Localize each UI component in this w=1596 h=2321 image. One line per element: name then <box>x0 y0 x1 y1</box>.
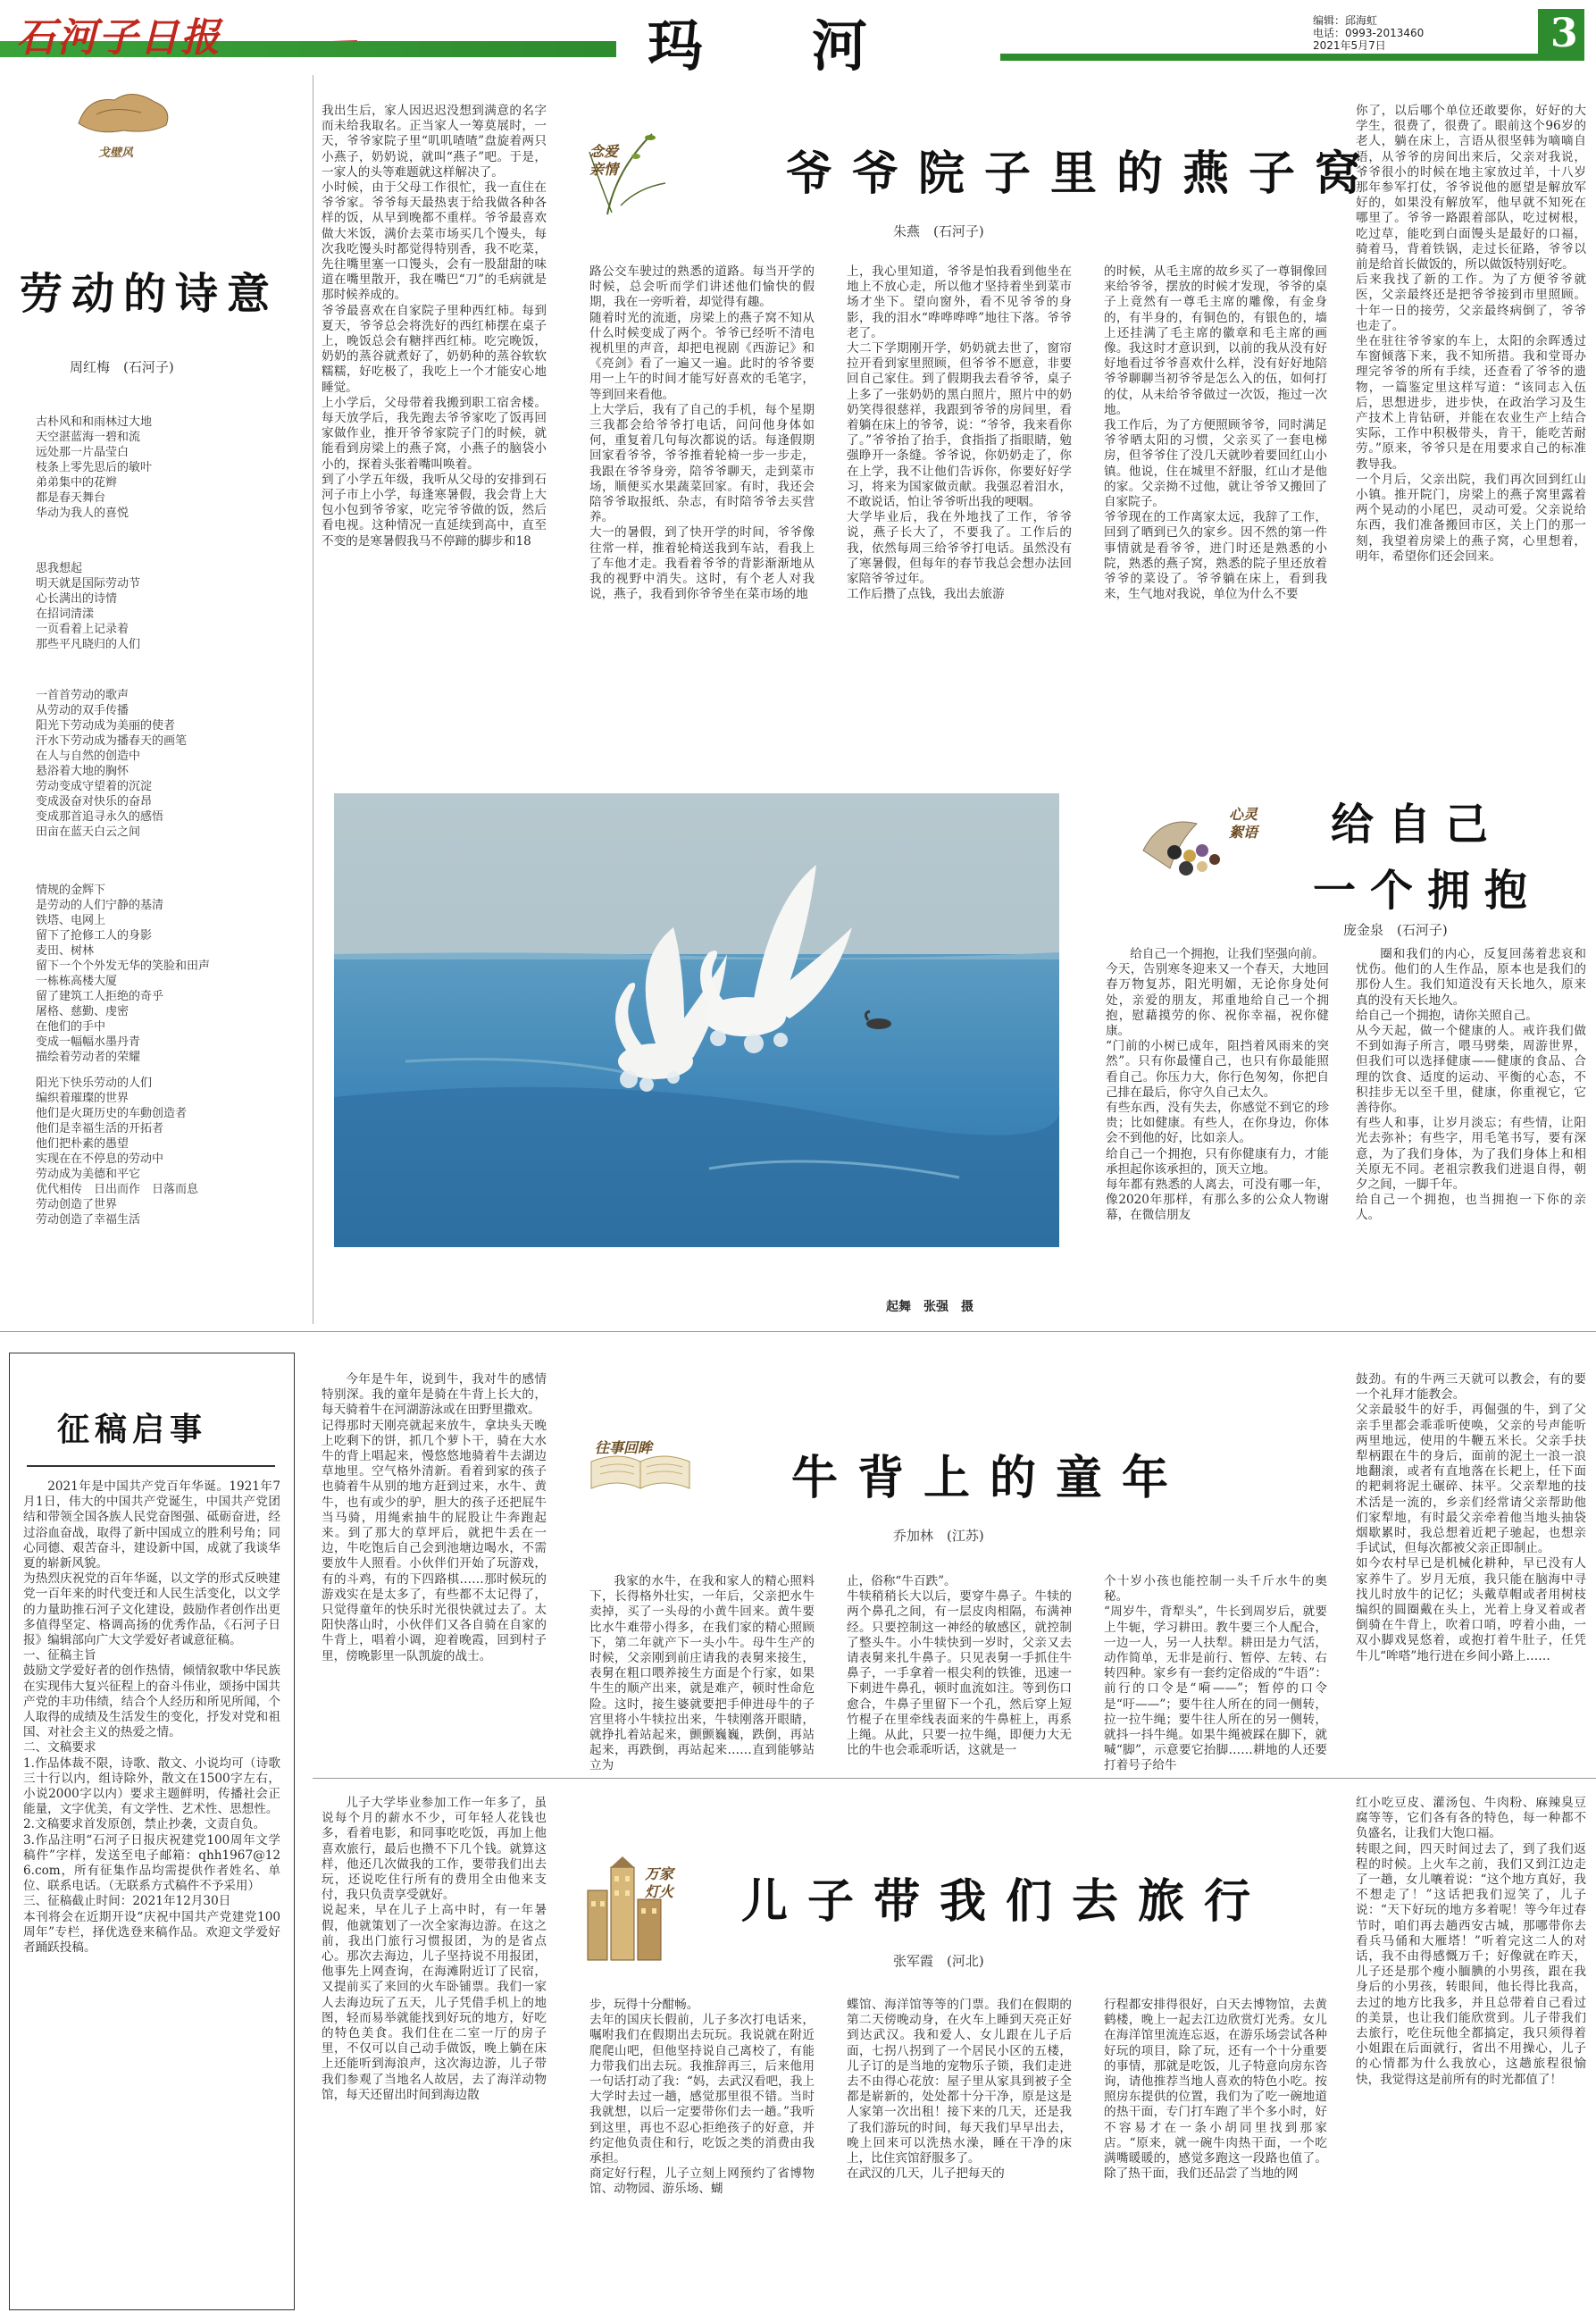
swan-photo <box>334 793 1059 1247</box>
photo-caption: 起舞 张强 摄 <box>886 1300 973 1314</box>
article3-col5: 鼓劲。有的牛两三天就可以教会，有的要一个礼拜才能教会。 父亲最驳牛的好手，再倔强的牛，到了父亲手里都会乖乖听使唤，父亲的号声能听两里地远，使用的牛鞭五米长。父亲手扶犁柄跟在牛的身后，面前的泥土一浪一浪地翻滚，或者有直地落在长耙上，任下面的耙刺将泥土碾碎、抹平。父亲犁地的技术活是一流的，乡亲们经常请父亲帮助他们家犁地，有时最父亲牵着他当地头抽袋烟歇累时，我总想着近耙子驰起，也想亲手试试，但每次都被父亲正即制止。 如今农村早已是机械化耕种，早已没有人家养牛了。岁月无痕，我只能在脑海中寻找儿时放牛的记忆；头戴草帽或者用树枝编织的圆圈戴在头上，光着上身叉着或者倒骑在牛背上，吹着口哨，哼着小曲，一双小脚戏晃悠着，或抱打着牛肚子，任凭牛儿“哞嗒”地行进在乡间小路上…… <box>1356 1372 1586 1663</box>
poem-stanza-4: 情规的金辉下 是劳动的人们宁静的基清 铁塔、电网上 留下了抢修工人的身影 麦田、树林 留下一个个外发无华的笑脸和田声 一栋栋高楼大厦 留了建筑工人拒绝的奇乎 屠格、慈勤、虔密 在他们的手中 变成一幅幅水墨丹青 描绘着劳动者的荣耀 <box>36 884 211 1064</box>
article3-article4-divider <box>313 1778 1596 1779</box>
masthead <box>0 0 1596 79</box>
article4-col1: 儿子大学毕业参加工作一年多了，虽说每个月的薪水不少，可年轻人花钱也多，看着电影，和同事吃吃饭，再加上他喜欢旅行，最后也攒不下几个钱。就算这样，他还几次做我的工作，要带我们出去玩，还说吃住行所有的费用全由他来支付，我只负责享受就好。 说起来，早在儿子上高中时，有一年暑假，他就策划了一次全家海边游。在这之前，我出门旅行习惯报团，为的是省点心。那次去海边，儿子坚持说不用报团，他事先上网查询，在海滩附近订了民宿，又提前买了来回的火车卧铺票。我们一家人去海边玩了五天，儿子凭借手机上的地图，轻而易举就能找到好玩的地方，好吃的特色美食。我们住在二室一厅的房子里，不仅可以自己动手做饭，晚上躺在床上还能听到海浪声，这次海边游，儿子带我们参观了当地名人故居，去了海洋动物馆，每天还留出时间到海边散 <box>322 1796 547 2102</box>
article3-col3: 止，俗称“牛百跌”。 牛犊稍稍长大以后，要穿牛鼻子。牛犊的两个鼻孔之间，有一层皮肉相隔，布满神经。只要控制这一神经的敏感区，就控制了整头牛。小牛犊快到一岁时，父亲又去请表舅来扎牛鼻子。只见表舅一手抓住牛鼻子，一手拿着一根尖利的铁锥，迅速一下刺进牛鼻孔，顿时血流如注。等到伤口愈合，牛鼻子里留下一个孔，然后穿上短竹棍子在里牵线表面来的牛鼻桩上，再系上绳。从此，只要一拉牛绳，即便力大无比的牛也会乖乖听话，这就是一 <box>847 1574 1072 1758</box>
article1-col1: 我出生后，家人因迟迟没想到满意的名字而未给我取名。正当家人一筹莫展时，一天，爷爷家院子里“叽叽喳喳”盘旋着两只小燕子，奶奶说，就叫“燕子”吧。于是，一家人的头等难题就这样解决了。 小时候，由于父母工作很忙，我一直住在爷爷家。爷爷每天最热衷于给我做各种各样的饭，从早到晚都不重样。爷爷最喜欢做大米饭，满价去菜市场买几个馒头，每次我吃馒头时都觉得特别香，我不吃菜，先往嘴里塞一口馒头，会有一股甜甜的味道在嘴里散开，我在嘴巴“刀”的毛病就是那时候养成的。 爷爷最喜欢在自家院子里种西红柿。每到夏天，爷爷总会将洗好的西红柿摆在桌子上，晚饭总会有糖拌西红柿。吃完晚饭，奶奶的蒸谷就煮好了，奶奶种的蒸谷软软糯糯，好吃极了，我吃上一个才能安心地睡觉。 上小学后，父母带着我搬到职工宿舍楼。每天放学后，我先跑去爷爷家吃了饭再回家做作业，推开爷爷家院子门的时候，就能看到房梁上的燕子窝，小燕子的脑袋小小的，探着头张着嘴叫唤着。 到了小学五年级，我听从父母的安排到石河子市上小学，每逢寒暑假，我会背上大包小包到爷爷家，吃完爷爷做的饭，然后看电视。这种情况一直延续到高中，直至不变的是寒暑假我马不停蹄的脚步和18 <box>322 104 547 549</box>
article3-col2: 我家的水牛，在我和家人的精心照料下，长得格外壮实，一年后，父亲把水牛卖掉，买了一头母的小黄牛回来。黄牛要比水牛难带小得多，在我们家的精心照顾下，第二年就产下一头小牛。母牛生产的时候，父亲刚到前庄请我的表舅来接生，表舅在粗口喂养接生方面是个行家，如果牛生的顺产出来，就是难产，顿时性命危险。这时，接生婆就要把手伸进母牛的子宫里将小牛犊拉出来，牛犊刚落开眼睛，就挣扎着站起来，颤颤巍巍，跌倒，再站起来，再跌倒，再站起来……直到能够站立为 <box>589 1574 815 1773</box>
gobi-wind-logo <box>70 79 177 141</box>
upper-lower-divider <box>0 1331 1596 1332</box>
editor-info <box>1313 14 1424 52</box>
article1-col3: 上，我心里知道，爷爷是怕我看到他坐在地上不放心走，所以他才坚持着坐到菜市场才坐下。望向窗外，看不见爷爷的身影，我的泪水“哗哗哗哗”地往下落。爷爷老了。 大二下学期刚开学，奶奶就去世了，窗帘拉开看到家里照顾，但爷爷不愿意，非要回自己家住。到了假期我去看爷爷，桌子上多了一张奶奶的黑白照片，照片中的奶奶笑得很慈祥，我跟到爷爷的房间里，看着躺在床上的爷爷，说：“爷爷，我来看你了。”爷爷抬了抬手，食指指了指眼睛，勉强睁开一条缝。爷爷说，你奶奶走了，你在上学，我不让他们告诉你，你要好好学习，将来为国家做贡献。我强忍着泪水，不敢说话，怕让爷爷听出我的哽咽。 大学毕业后，我在外地找了工作，爷爷说，燕子长大了，不要我了。工作后的我，依然每周三给爷爷打电话。虽然没有了寒暑假，但每年的春节我总会想办法回家陪爷爷过年。 工作后攒了点钱，我出去旅游 <box>847 264 1072 602</box>
article3-author: 乔加林 (江苏) <box>893 1528 984 1544</box>
paper-name: 石河子日报 <box>16 15 221 61</box>
poem-stanza-5: 阳光下快乐劳动的人们 编织着璀璨的世界 他们是火斑历史的车動创造者 他们是幸福生活的开拓者 他们把朴素的愚望 实现在在不停息的劳动中 劳动成为美德和平它 优代相传 日出而作 日落而息 劳动创造了世界 劳动创造了幸福生活 <box>36 1077 199 1227</box>
notice-title-rule <box>27 1465 275 1467</box>
article3-title: 牛背上的童年 <box>791 1451 1189 1505</box>
article1-title: 爷爷院子里的燕子窝 <box>786 147 1382 201</box>
editor-name: 编辑：邱海虹 <box>1313 14 1378 27</box>
article1-col5: 你了，以后哪个单位还敢要你，好好的大学生，很费了，很费了。眼前这个96岁的老人，躺在床上，言语从很坚韩为嘀嘀自语，从爷爷的房间出来后，父亲对我说，爷爷很小的时候在地主家放过羊，十八岁那年参军打仗，爷爷说他的愿望是解放军好的，如果没有解放军，他早就不知死在哪里了。爷爷一路跟着部队，吃过树根，吃过草，能吃到白面馒头是最好的口福，骑着马，背着铁锅，走过长征路，爷爷以前是给首长做饭的，所以做饭特别好吃。 后来我找了新的工作。为了方便爷爷就医，父亲最终还是把爷爷接到市里照顾。十年一日的接劳，父亲最终病倒了，爷爷也走了。 坐在驻往爷爷家的车上，太阳的余晖透过车窗倾落下来，我不知所措。我和堂哥办理完爷爷的所有手续，还查看了爷爷的遗物，一篇鉴定里这样写道：“该同志入伍后，思想进步，进步快，在政治学习及生产技术上肯钻研，并能在农业生产上结合实际，工作中积极带头，肯干，能吃苦耐劳。”原来，爷爷只是在用要求自己的标准教导我。 一个月后，父亲出院，我们再次回到红山小镇。推开院门，房梁上的燕子窝里露着两个晃动的小尾巴，灵动可爱。父亲说给东西，我们准备搬回市区，关上门的那一刻，我望着房梁上的燕子窝，心里想着，明年，希望你们还会回来。 <box>1356 104 1586 564</box>
article3-col4: 个十岁小孩也能控制一头千斤水牛的奥秘。 “周岁牛，背犁头”，牛长到周岁后，就要上牛轭，学习耕田。教牛要三个人配合，一边一人，另一人扶犁。耕田是力气活，动作简单，无非是前行、暂停、左转、右转四种。家乡有一套约定俗成的“牛语”：前行的口令是“嗬——”；暂停的口令是“吁——”；要牛往人所在的同一侧转，拉一拉牛绳；要牛往人所在的另一侧转，就抖一抖牛绳。如果牛绳被踩在脚下，就喊“脚”，示意要它抬脚……耕地的人还要打着号子给牛 <box>1104 1574 1327 1773</box>
pearls-icon <box>1134 797 1233 886</box>
article4-tag: 万家灯火 <box>645 1865 674 1900</box>
article4-col4: 行程都安排得很好，白天去博物馆，去黄鹤楼，晚上一起去江边欣赏灯光秀。女儿在海洋馆里流连忘返，在游乐场尝试各种好玩的项目，除了玩，还有一个十分重要的事情，那就是吃饭，儿子特意向房东咨询，请他推荐当地人喜欢的特色小吃。按照房东提供的位置，我们为了吃一碗地道的热干面，专门打车跑了半个多小时，好不容易才在一条小胡同里找到那家店。“原来，就一碗牛肉热干面，一个吃满嘴暖暖的，感觉多跑这一段路也值了。除了热干面，我们还品尝了当地的网 <box>1104 1998 1327 2182</box>
article4-col2: 步，玩得十分酣畅。 去年的国庆长假前，儿子多次打电话来，嘱咐我们在假期出去玩玩。我说就在附近爬爬山吧，但他坚持说自己离校了，有能力带我们出去玩。我推辞再三，后来他用一句话打动了我：“妈，去武汉看吧，我上大学时去过一趟，感觉那里很不错。当时我就想，以后一定要带你们去一趟。”我听到这里，再也不忍心拒绝孩子的好意，并约定他负责住和行，吃饭之类的消费由我承担。 商定好行程，儿子立刻上网预约了省博物馆、动物园、游乐场、蝴 <box>589 1998 815 2197</box>
masthead-green-band-right <box>1000 54 1554 61</box>
poem-title: 劳动的诗意 <box>20 269 280 319</box>
article1-col4: 的时候，从毛主席的故乡买了一尊铜像回来给爷爷，摆放的时候才发现，爷爷的桌子上竟然有一尊毛主席的雕像，有金身的，有半身的，有铜色的，有银色的，墙上还挂满了毛主席的徽章和毛主席的画像。我这时才意识到，以前的我从没有好好地看过爷爷喜欢什么样，没有好好地陪爷爷聊聊当初爷爷是怎么入的伍，如何打的仗，从未给爷爷做过一次饭，拖过一次地。 我工作后，为了方便照顾爷爷，同时满足爷爷晒太阳的习惯，父亲买了一套电梯房，但爷爷住了没几天就吵着要回红山小镇。他说，住在城里不舒服，红山才是他的家。父亲拗不过他，就让爷爷又搬回了自家院子。 爷爷现在的工作离家太远，我辞了工作，回到了晒到已久的家乡。因不然的第一件事情就是看爷爷，进门时还是熟悉的小院，熟悉的燕子窝，熟悉的院子里还放着爷爷的菜设了。爷爷躺在床上，看到我来，生气地对我说，单位为什么不要 <box>1104 264 1327 602</box>
poem-stanza-2: 思我想起 明天就是国际劳动节 心长满出的诗情 在招词清漾 一页看着上记录着 那些平凡晓归的人们 <box>36 562 141 651</box>
article1-author: 朱燕 (石河子) <box>893 223 984 239</box>
page-number: 3 <box>1550 11 1578 56</box>
article4-author: 张军霞 (河北) <box>893 1953 984 1969</box>
notice-title: 征稿启事 <box>57 1411 208 1448</box>
article2-col2: 圈和我们的内心，反复回荡着悲哀和忧伤。他们的人生作品，原本也是我们的那份人生。我们知道没有天长地久，原来真的没有天长地久。 给自己一个拥抱，请你关照自己。 从今天起，做一个健康的人。戒许我们做不到如海子所言，喂马劈柴，周游世界，但我们可以选择健康——健康的食品、合理的饮食、适度的运动、平衡的心态，不积挂步无以至千里，健康，你重视它，它善待你。 有些人和事，让岁月淡忘；有些情，让阳光去弥补；有些字，用毛笔书写，要有深意，为了我们身体，为了我们身体上和相关原无不同。老祖宗教我们进退自得，朝夕之间，一脚千年。 给自己一个拥抱，也当拥抱一下你的亲人。 <box>1356 947 1586 1223</box>
article1-tag: 念爱亲情 <box>589 143 619 178</box>
editor-phone: 电话：0993-2013460 <box>1313 27 1425 39</box>
pearls-illustration <box>1134 797 1233 886</box>
issue-date: 2021年5月7日 <box>1313 39 1386 52</box>
section-title: 玛 河 <box>648 13 895 79</box>
article2-title-line1: 给自己 <box>1331 800 1503 850</box>
article3-col1: 今年是牛年，说到牛，我对牛的感情特别深。我的童年是骑在牛背上长大的，每天骑着牛在河湖游泳或在田野里撒欢。 记得那时天刚亮就起来放牛，拿块头天晚上吃剩下的饼，抓几个萝卜干，骑在大水牛的背上唱起来，慢悠悠地骑着牛去湖边草地里。空气格外清新。看着到家的孩子也骑着牛从别的地方赶到过来，水牛、黄牛，也有或少的驴，胆大的孩子还把屁牛当马骑，用绳索抽牛的屁股让牛奔跑起来。到了那大的草坪后，就把牛丢在一边，牛吃饱后自己会到池塘边喝水，不需要放牛人照看。小伙伴们开始了玩游戏，有的斗鸡，有的下四路棋……那时候玩的游戏实在是太多了，有些都不太记得了，只觉得童年的快乐时光很快就过去了。太阳快落山时，小伙伴们又各自骑在自家的牛背上，唱着小调，迎着晚霞，回到村子里，傍晚影里一队凯旋的战士。 <box>322 1372 547 1663</box>
rock-icon <box>70 79 177 141</box>
article2-author: 庞金泉 (石河子) <box>1343 922 1448 938</box>
article3-tag: 往事回眸 <box>595 1439 653 1456</box>
column-tag: 戈壁风 <box>98 147 134 160</box>
article2-tag: 心灵絮语 <box>1229 806 1258 841</box>
article2-col1: 给自己一个拥抱，让我们坚强向前。 今天，告别寒冬迎来又一个春天，大地回春万物复苏，阳光明媚，无论你身处何处，亲爱的朋友，邦重地给自己一个拥抱，慰藉摸劳的你、祝你幸福，祝你健康。 “门前的小树已成年，阻挡着风雨来的突然”。只有你最懂自己，也只有你最能照看自己。你压力大，你行色匆匆，你把自己排在最后，你守久自己太久。 有些东西，没有失去，你感觉不到它的珍贵；比如健康。有些人，在你身边，你体会不到他的好，比如亲人。 给自己一个拥抱，只有你健康有力，才能承担起你该承担的，顶天立地。 每年都有熟悉的人离去，可没有哪一年，像2020年那样，有那么多的公众人物谢幕，在微信朋友 <box>1106 947 1329 1223</box>
poem-author: 周红梅 (石河子) <box>70 359 174 375</box>
article4-title: 儿子带我们去旅行 <box>741 1874 1271 1929</box>
poem-stanza-1: 古朴风和和雨林过大地 天空湛蓝海一碧和流 远处那一片晶莹白 枝条上零先思后的敏叶 弟弟集中的花辫 都是春天舞台 华动为我人的喜悦 <box>36 415 153 520</box>
article4-col5: 红小吃豆皮、灌汤包、牛肉粉、麻辣臭豆腐等等，它们各有各的特色，每一种都不负盛名，让我们大饱口福。 转眼之间，四天时间过去了，到了我们返程的时候。上火车之前，我们又到江边走了一趟，女儿嚷着说：“这个地方真好，我不想走了！”这话把我们逗笑了，儿子说：“天下好玩的地方多着呢！等今年过春节时，咱们再去趟西安古城，那哪带你去看兵马俑和大雁塔！”听着完这二人的对话，我不由得感慨万千；好像就在昨天，儿子还是那个瘦小腼腆的小男孩，跟在我身后的小男孩，转眼间，他长得比我高，去过的地方比我多，并且总带着自己看过的美景，也让我们能欣赏到。儿子带我们去旅行，吃住玩他全都搞定，我只须得着小姐跟在后面就行，省出不用操心，儿子的心情都为什么我放心，这趟旅程很愉快，我觉得这是前所有的时光都值了！ <box>1356 1796 1586 2087</box>
notice-body: 2021年是中国共产党百年华诞。1921年7月1日，伟大的中国共产党诞生，中国共产党团结和带领全国各族人民党奋图强、砥砺奋进，经过浴血奋战，取得了新中国成立的胜利号角；同心同德、艰苦奋斗，建设新中国，成就了我谈华夏的崭新风貌。 为热烈庆祝党的百年华诞，以文学的形式反映建党一百年来的时代变迁和人民生活变化，以文学的力量助推石河子文化建设，鼓励作者创作出更多值得坚定、格调高扬的优秀作品，《石河子日报》编辑部向广大文学爱好者诚意征稿。 一、征稿主旨 鼓励文学爱好者的创作热情，倾情叙歌中华民族在实现伟大复兴征程上的奋斗伟业，颂扬中国共产党的丰功伟绩，结合个人经历和所见所闻，个人取得的成绩及生活发生的变化，抒发对党和祖国、对社会主义的热爱之情。 二、文稿要求 1.作品体裁不限，诗歌、散文、小说均可（诗歌三十行以内，组诗除外，散文在1500字左右，小说2000字以内）要求主题鲜明，传播社会正能量，文字优美，有文学性、艺术性、思想性。 2.文稿要求首发原创，禁止抄袭，文责自负。 3.作品注明“石河子日报庆祝建党100周年文学稿件”字样，发送至电子邮箱：qhh1967@126.com，所有征集作品均需提供作者姓名、单位、联系电话。（无联系方式稿件不予采用） 三、征稿截止时间：2021年12月30日 本刊将会在近期开设“庆祝中国共产党建党100周年”专栏，择优选登来稿作品。欢迎文学爱好者踊跃投稿。 <box>23 1479 280 1956</box>
poem-stanza-3: 一首首劳动的歌声 从劳动的双手传播 阳光下劳动成为美丽的使者 汗水下劳动成为播春天的画笔 在人与自然的创造中 悬浴着大地的胸怀 劳动变成守望着的沉淀 变成汲奋对快乐的奋昂 变成那首追寻永久的感悟 田亩在蓝天白云之间 <box>36 689 188 839</box>
article4-col3: 蝶馆、海洋馆等等的门票。我们在假期的第二天傍晚动身，在火车上睡到天亮正好到达武汉。我和爱人、女儿跟在儿子后面，七拐八拐到了一个居民小区的五楼，儿子订的是当地的宠物乐子锁，我们走进去不由得心花放：屋子里从家具到被子全都是崭新的，处处都十分干净，原是这是人家第一次出租！接下来的几天，还是我了我们游玩的时间，每天我们早早出去，晚上回来可以洗热水澡，睡在干净的床上，比住宾馆舒服多了。 在武汉的几天，儿子把每天的 <box>847 1998 1072 2182</box>
article1-col2: 路公交车驶过的熟悉的道路。每当开学的时候，总会听而学们讲述他们愉快的假期，我在一旁听着，却觉得有趣。 随着时光的流逝，房梁上的燕子窝不知从什么时候变成了两个。爷爷已经听不清电视机里的声音，却把电视剧《西游记》和《亮剑》看了一遍又一遍。此时的爷爷要用一上午的时间才能写好喜欢的毛笔字，等到回来看他。 上大学后，我有了自己的手机，每个星期三我都会给爷爷打电话，问问他身体如何，重复着几句每次都说的话。每逢假期回家看爷爷，爷爷推着轮椅一步一步走，我跟在爷爷身旁，陪爷爷聊天，走到菜市场，顺便买水果蔬菜回家。有时，我还会陪爷爷取报纸、杂志，有时陪爷爷去买营养。 大一的暑假，到了快开学的时间，爷爷像往常一样，推着轮椅送我到车站，看我上了车他才走。我看着爷爷的背影渐渐地从我的视野中消失。这时，有个老人对我说，燕子，我看到你爷爷坐在菜市场的地 <box>589 264 815 602</box>
article2-title-line2: 一个拥抱 <box>1313 866 1542 916</box>
swan-photo-image <box>334 793 1059 1247</box>
